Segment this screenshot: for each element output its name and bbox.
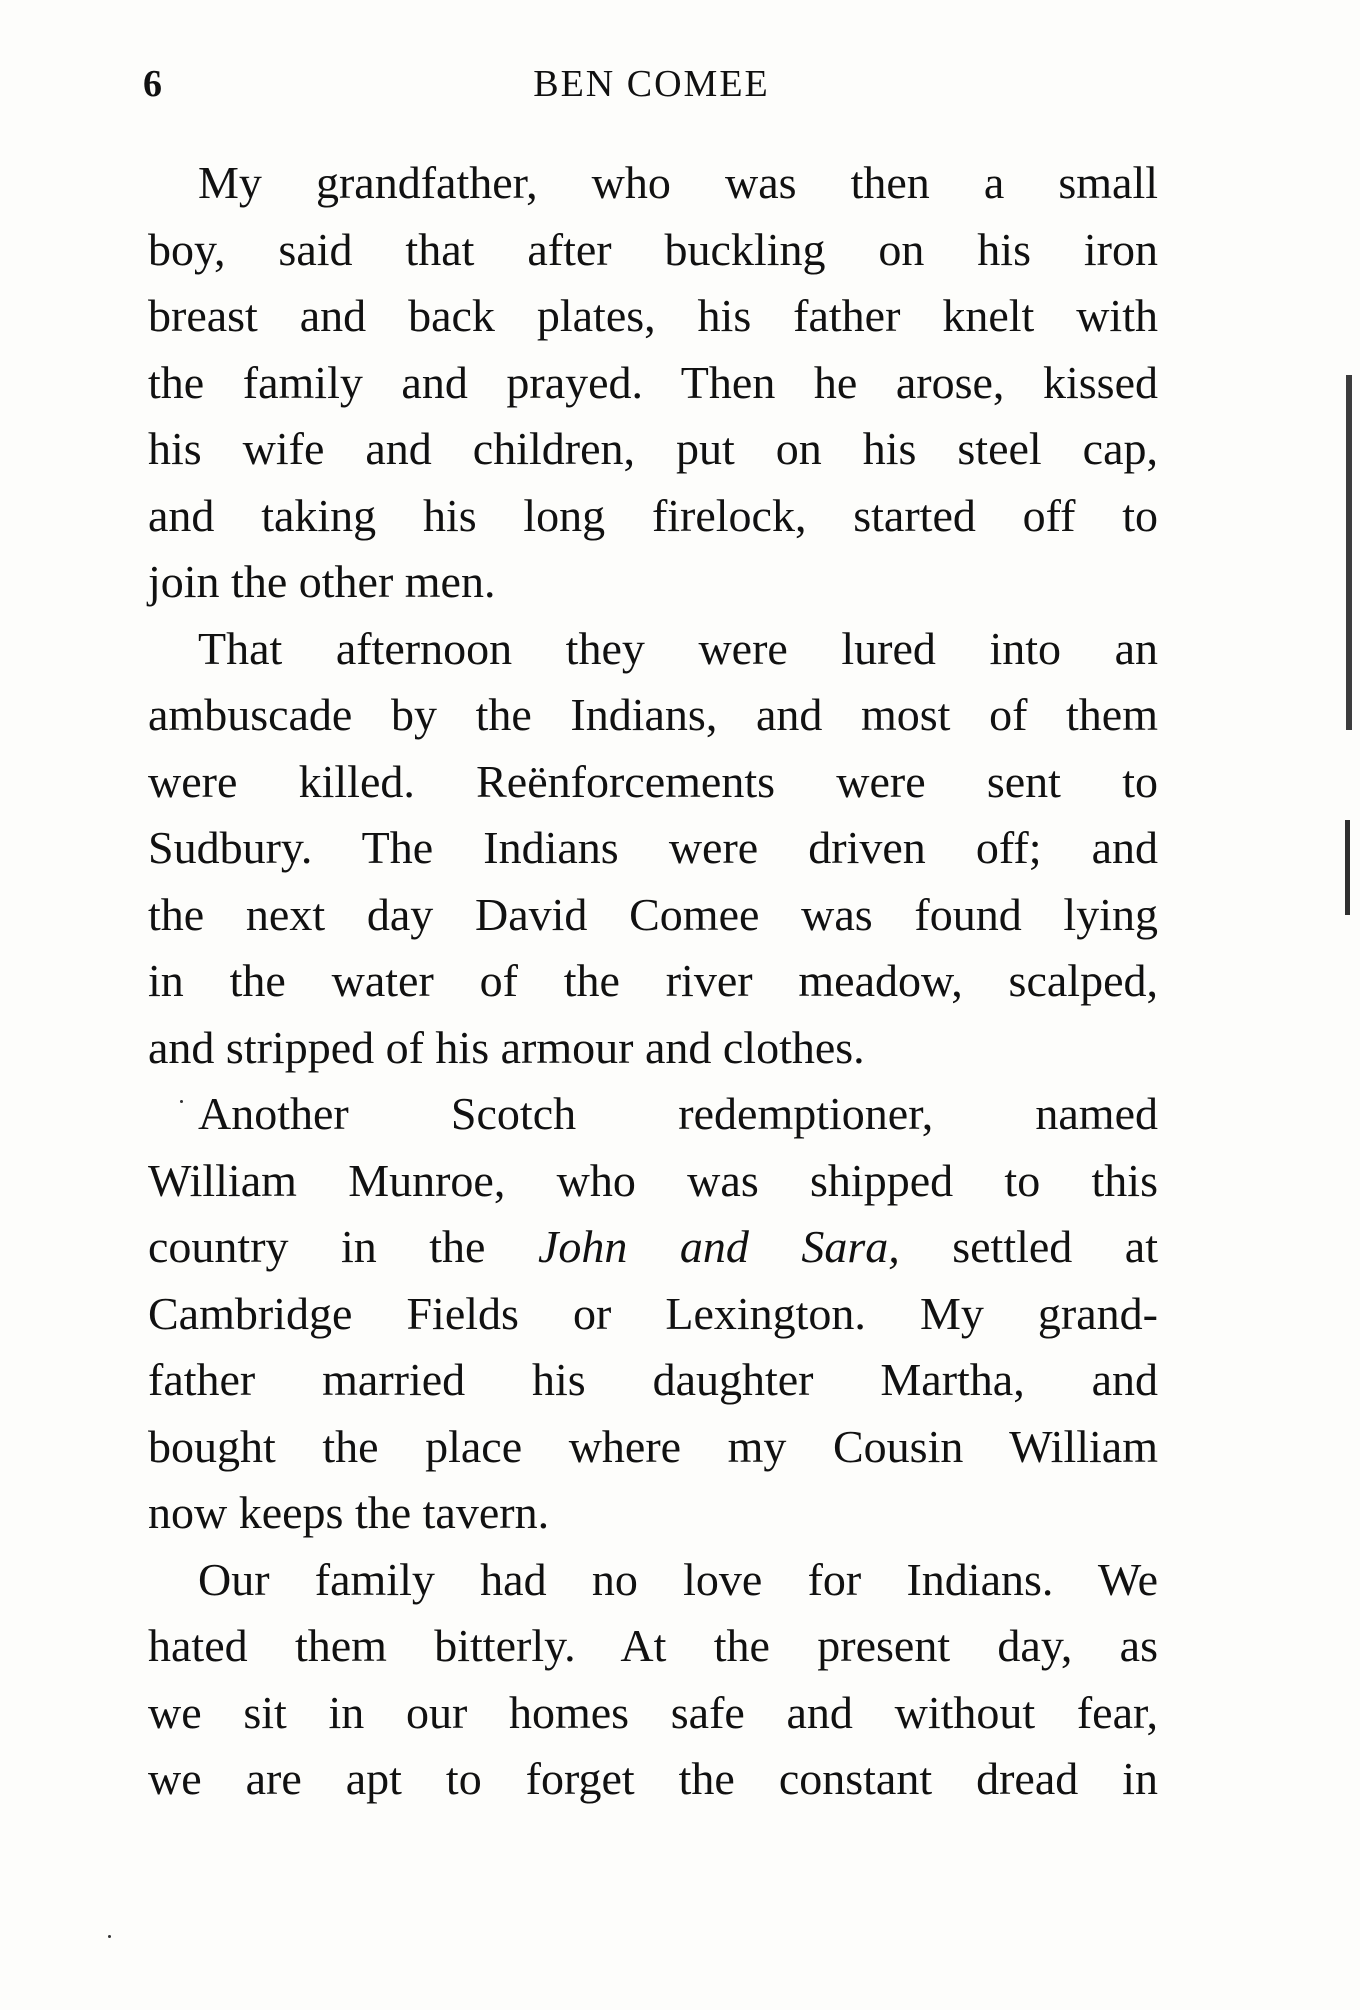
- text-segment: settled at: [952, 1221, 1158, 1272]
- text-line-with-italic: [148, 1214, 1158, 1281]
- body-text: [148, 150, 1158, 1813]
- text-line: join the other men.: [148, 556, 496, 607]
- text-line: breast and back plates, his father knelt with: [148, 290, 1158, 341]
- text-line: boy, said that after buckling on his iron: [148, 223, 1158, 275]
- paragraph-4: [148, 1547, 1158, 1813]
- text-line: and taking his long firelock, started off to: [148, 489, 1158, 541]
- text-line: were killed. Reënforcements were sent to: [148, 755, 1158, 807]
- text-line: Another Scotch redemptioner, named: [198, 1088, 1158, 1139]
- text-line: now keeps the tavern.: [148, 1487, 550, 1538]
- text-line: his wife and children, put on his steel cap,: [148, 423, 1158, 474]
- page-number: 6: [143, 63, 162, 105]
- text-line: ambuscade by the Indians, and most of them: [148, 689, 1158, 740]
- scan-speck: [180, 1100, 183, 1103]
- text-segment: country in the: [148, 1221, 486, 1272]
- scan-edge-artifact: [1345, 820, 1350, 915]
- paragraph-2: [148, 616, 1158, 1082]
- text-line: My grandfather, who was then a small: [198, 157, 1158, 208]
- text-line: the next day David Comee was found lying: [148, 888, 1158, 940]
- text-line: bought the place where my Cousin William: [148, 1420, 1158, 1472]
- text-line: Cambridge Fields or Lexington. My grand-: [148, 1287, 1158, 1339]
- running-head: BEN COMEE: [533, 63, 770, 105]
- text-line: hated them bitterly. At the present day, as: [148, 1620, 1158, 1671]
- text-line: we sit in our homes safe and without fear,: [148, 1686, 1158, 1738]
- text-line: Sudbury. The Indians were driven off; and: [148, 822, 1158, 873]
- text-line: we are apt to forget the constant dread in: [148, 1753, 1158, 1804]
- text-line: father married his daughter Martha, and: [148, 1354, 1158, 1405]
- text-line: Our family had no love for Indians. We: [198, 1553, 1158, 1605]
- scan-edge-artifact: [1346, 375, 1352, 730]
- text-line: That afternoon they were lured into an: [198, 622, 1158, 674]
- scan-speck: [108, 1935, 111, 1938]
- text-line: and stripped of his armour and clothes.: [148, 1021, 865, 1073]
- paragraph-1: [148, 150, 1158, 616]
- paragraph-3: [148, 1081, 1158, 1547]
- page-header: [143, 62, 1160, 112]
- text-line: in the water of the river meadow, scalped,: [148, 955, 1158, 1006]
- ship-name-italic: John and Sara,: [537, 1221, 900, 1272]
- text-line: William Munroe, who was shipped to this: [148, 1154, 1158, 1206]
- text-line: the family and prayed. Then he arose, kissed: [148, 356, 1158, 408]
